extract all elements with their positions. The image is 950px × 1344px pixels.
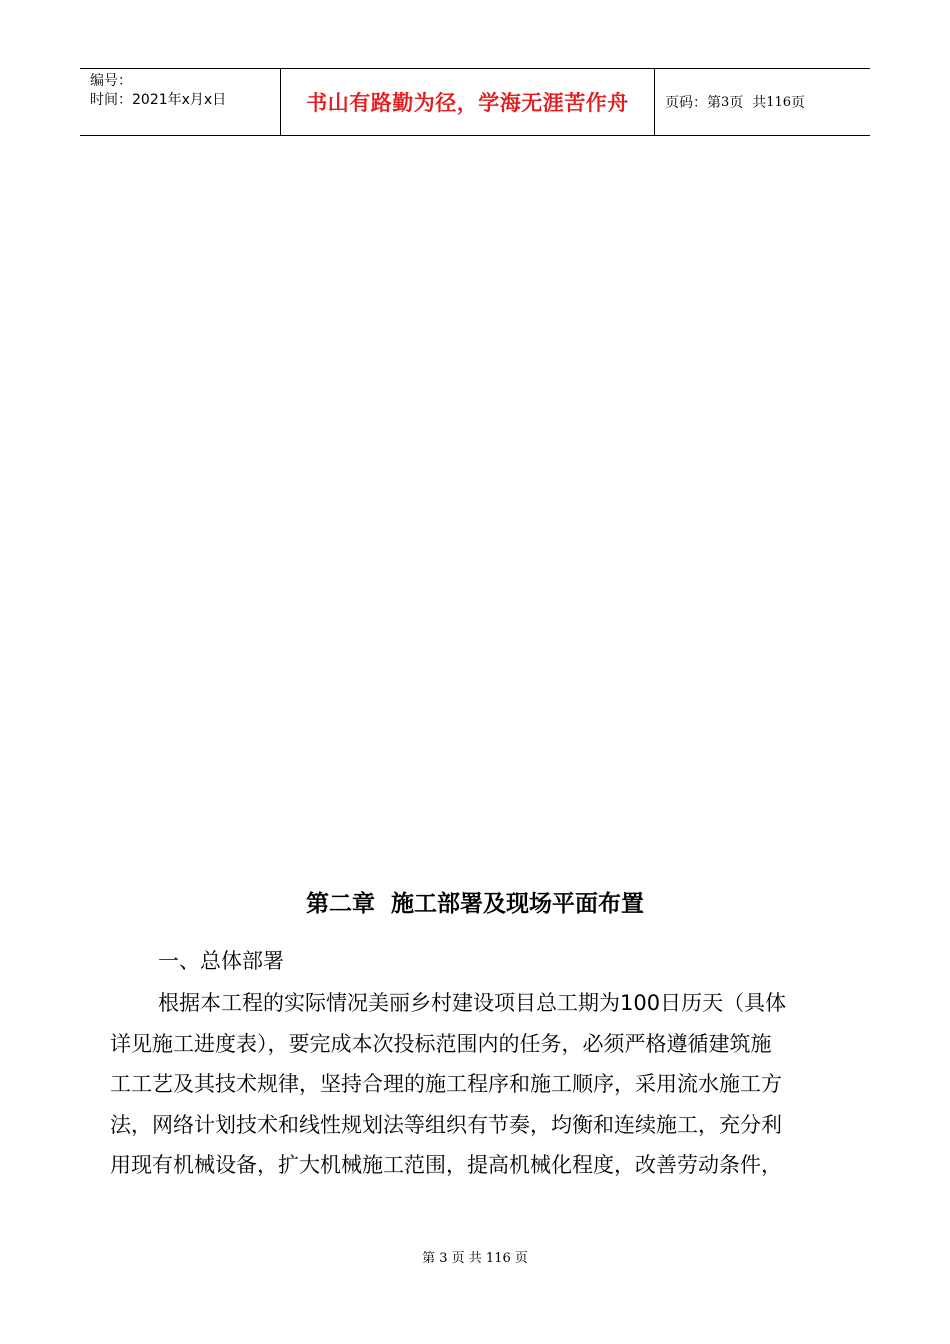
paragraph-line: 工工艺及其技术规律，坚持合理的施工程序和施工顺序，采用流水施工方: [110, 1072, 782, 1096]
page-total: 116: [766, 94, 792, 110]
chapter-title: 第二章 施工部署及现场平面布置: [305, 891, 644, 917]
section-title: 一、总体部署: [158, 949, 284, 973]
paragraph-line: 法，网络计划技术和线性规划法等组织有节奏，均衡和连续施工，充分利: [110, 1112, 782, 1137]
motto-text: 书山有路勤为径，学海无涯苦作舟: [306, 91, 629, 115]
header-meta-cell: [80, 69, 281, 135]
page-current: 3: [721, 94, 730, 110]
paragraph-line: 详见施工进度表），要完成本次投标范围内的任务，必须严格遵循建筑施: [110, 1031, 772, 1056]
header-page-cell: [655, 69, 870, 135]
serial-number-label: 编号：: [90, 73, 132, 89]
page-header: [80, 68, 870, 136]
page-footer: 第 3 页 共 116 页: [422, 1251, 528, 1266]
body-paragraph: [110, 983, 840, 1186]
page-suffix: 页: [791, 95, 806, 111]
paragraph-line: 用现有机械设备，扩大机械施工范围，提高机械化程度，改善劳动条件，: [110, 1153, 782, 1177]
page-prefix: 页码：第: [665, 95, 721, 111]
page-mid: 页 共: [729, 95, 767, 111]
paragraph-line: 根据本工程的实际情况美丽乡村建设项目总工期为100日历天（具体: [158, 991, 787, 1015]
time-label: 时间：2021年x月x日: [90, 92, 227, 108]
header-motto-cell: [281, 69, 655, 135]
